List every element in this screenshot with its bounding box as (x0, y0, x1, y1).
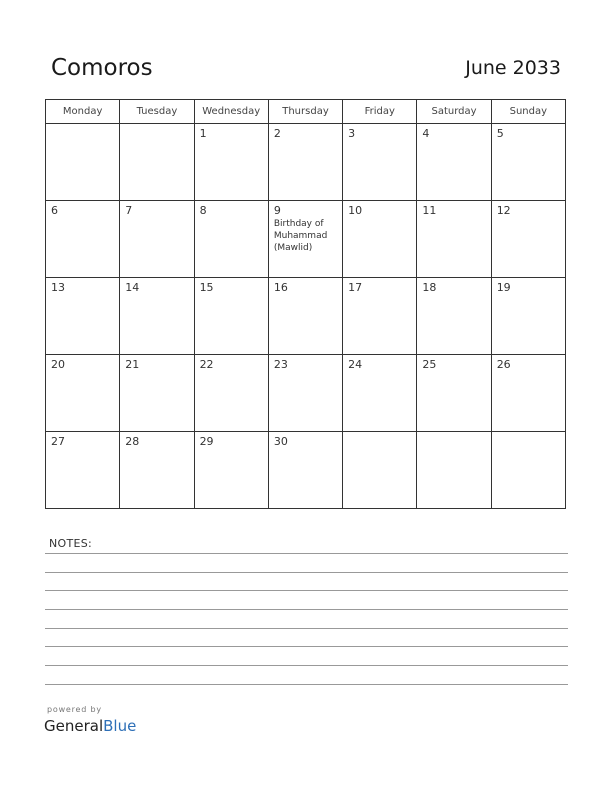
month-year-title: June 2033 (465, 57, 561, 79)
day-number: 26 (496, 358, 511, 371)
brand-blue: Blue (103, 717, 137, 735)
note-line (45, 553, 568, 554)
weekday-wednesday: Wednesday (194, 100, 268, 124)
day-number: 2 (273, 127, 281, 140)
calendar-day-cell (343, 201, 417, 278)
calendar-week-row (46, 432, 566, 509)
day-number: 9 (273, 204, 281, 217)
day-number: 1 (199, 127, 207, 140)
calendar-day-cell (268, 355, 342, 432)
day-number: 15 (199, 281, 214, 294)
country-title: Comoros (51, 55, 153, 81)
calendar-day-cell (120, 201, 194, 278)
calendar-day-cell (194, 201, 268, 278)
calendar-week-row (46, 124, 566, 201)
calendar-day-cell (268, 278, 342, 355)
day-number: 6 (51, 204, 58, 217)
day-number: 14 (125, 281, 140, 294)
calendar-day-cell (46, 278, 120, 355)
day-number: 11 (422, 204, 437, 217)
day-number: 23 (273, 358, 288, 371)
day-number: 4 (422, 127, 430, 140)
calendar-day-cell (46, 124, 120, 201)
brand-general: General (44, 717, 104, 735)
day-number: 28 (125, 435, 140, 448)
day-number: 29 (199, 435, 214, 448)
note-line (45, 684, 568, 685)
calendar-day-cell (491, 201, 565, 278)
calendar-day-cell (417, 201, 491, 278)
day-number (343, 432, 416, 435)
day-number: 3 (348, 127, 356, 140)
powered-by-text: powered by (47, 705, 102, 714)
calendar-day-cell (268, 124, 342, 201)
calendar-day-cell (491, 278, 565, 355)
weekday-tuesday: Tuesday (120, 100, 194, 124)
holiday-label: Birthday of Muhammad (Mawlid) (273, 219, 328, 253)
calendar-day-cell (194, 124, 268, 201)
note-line (45, 628, 568, 629)
note-line (45, 590, 568, 591)
day-number: 12 (496, 204, 511, 217)
day-number: 20 (51, 358, 65, 371)
day-number: 8 (199, 204, 207, 217)
calendar-week-row (46, 278, 566, 355)
day-number: 24 (348, 358, 363, 371)
day-number (46, 124, 119, 127)
calendar-day-cell (46, 432, 120, 509)
day-number: 10 (348, 204, 363, 217)
calendar-day-cell (417, 432, 491, 509)
calendar-week-row (46, 355, 566, 432)
weekday-friday: Friday (343, 100, 417, 124)
weekday-header-row (46, 100, 566, 124)
day-number: 21 (125, 358, 140, 371)
note-line (45, 665, 568, 666)
day-number: 16 (273, 281, 288, 294)
calendar-day-cell (343, 124, 417, 201)
day-number: 30 (273, 435, 288, 448)
day-number: 18 (422, 281, 437, 294)
day-number: 5 (496, 127, 504, 140)
calendar-day-cell (194, 355, 268, 432)
notes-label: NOTES: (49, 537, 93, 550)
weekday-sunday: Sunday (491, 100, 565, 124)
calendar-day-cell (491, 432, 565, 509)
calendar-day-cell (120, 278, 194, 355)
calendar-day-cell (417, 124, 491, 201)
generalblue-logo (44, 717, 136, 735)
calendar-day-cell (343, 355, 417, 432)
day-number (417, 432, 490, 435)
calendar-day-cell (417, 278, 491, 355)
day-number: 7 (125, 204, 133, 217)
calendar-day-cell (491, 355, 565, 432)
calendar-day-cell (268, 201, 342, 278)
calendar-day-cell (268, 432, 342, 509)
calendar-day-cell (343, 432, 417, 509)
day-number: 22 (199, 358, 214, 371)
calendar-day-cell (417, 355, 491, 432)
calendar-day-cell (120, 124, 194, 201)
calendar-day-cell (46, 201, 120, 278)
day-number: 13 (51, 281, 65, 294)
day-number: 25 (422, 358, 437, 371)
day-number: 17 (348, 281, 363, 294)
weekday-thursday: Thursday (268, 100, 342, 124)
calendar-day-cell (194, 432, 268, 509)
calendar-day-cell (491, 124, 565, 201)
calendar-day-cell (46, 355, 120, 432)
day-number: 27 (51, 435, 65, 448)
day-number: 19 (496, 281, 511, 294)
calendar-day-cell (120, 432, 194, 509)
calendar-grid (45, 99, 566, 509)
weekday-saturday: Saturday (417, 100, 491, 124)
note-line (45, 646, 568, 647)
note-line (45, 609, 568, 610)
calendar-day-cell (343, 278, 417, 355)
calendar-day-cell (194, 278, 268, 355)
weekday-monday: Monday (46, 100, 120, 124)
day-number (120, 124, 193, 127)
day-number (492, 432, 565, 435)
calendar-day-cell (120, 355, 194, 432)
calendar-week-row (46, 201, 566, 278)
note-line (45, 572, 568, 573)
